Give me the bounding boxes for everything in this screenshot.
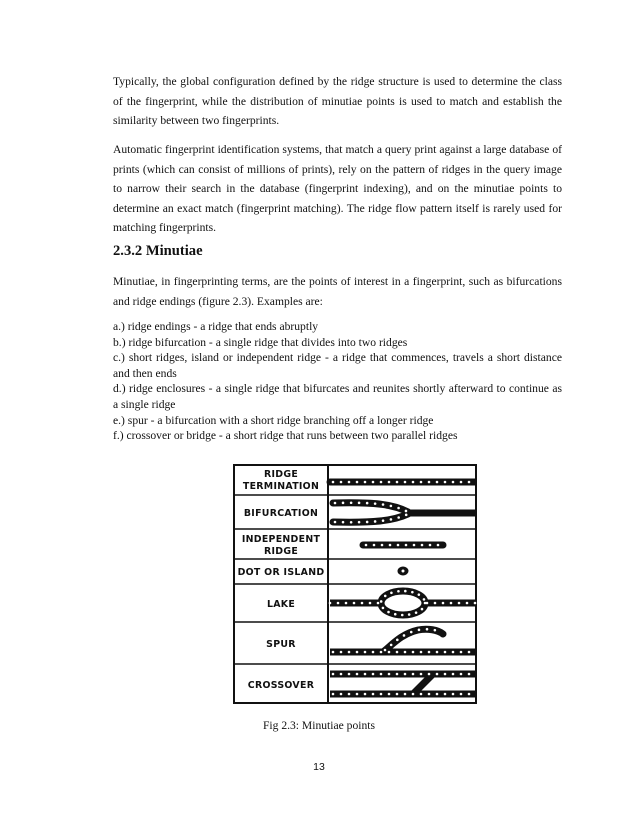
label-spur: SPUR: [266, 639, 296, 650]
lake-illustration: [330, 591, 476, 615]
minutiae-examples-list: [113, 319, 562, 444]
list-item: c.) short ridges, island or independent ridge - a ridge that commences, travels a short distance and then ends: [113, 351, 562, 380]
label-crossover: CROSSOVER: [247, 680, 315, 691]
label-lake: LAKE: [266, 599, 296, 610]
list-item: b.) ridge bifurcation - a single ridge that divides into two ridges: [113, 335, 408, 349]
list-item: a.) ridge endings - a ridge that ends abruptly: [113, 320, 319, 333]
label-ridge-termination-line1: RIDGE: [263, 469, 299, 480]
label-ridge-termination-line2: TERMINATION: [242, 481, 320, 492]
minutiae-figure: [233, 464, 477, 704]
page-number: 13: [313, 761, 325, 773]
paragraph-global-configuration: Typically, the global configuration defined by the ridge structure is used to determine the class of the fingerprint, while the distribution of minutiae points is used to match and establish the similarity between two fingerprints.: [113, 75, 562, 128]
label-dot-or-island: DOT OR ISLAND: [237, 567, 325, 578]
bifurcation-illustration: [333, 503, 476, 522]
paragraph-automatic-identification: Automatic fingerprint identification systems, that match a query print against a large database of prints (which can consist of millions of prints), rely on the pattern of ridges in the query image to narrow their search in the database (fingerprint indexing), and on the minutiae points to determine an exact match (fingerprint matching). The ridge flow pattern itself is rarely used for matching fingerprints.: [113, 143, 562, 235]
spur-illustration: [330, 629, 476, 652]
section-heading: 2.3.2 Minutiae: [113, 243, 203, 259]
dot-island-illustration: [398, 567, 409, 576]
list-item: d.) ridge enclosures - a single ridge that bifurcates and reunites shortly afterward to continue as a single ridge: [113, 382, 562, 411]
list-item: f.) crossover or bridge - a short ridge that runs between two parallel ridges: [113, 429, 458, 443]
crossover-illustration: [330, 674, 476, 694]
minutiae-diagram: [233, 464, 477, 704]
label-bifurcation: BIFURCATION: [243, 508, 319, 519]
paragraph-minutiae-definition: Minutiae, in fingerprinting terms, are the points of interest in a fingerprint, such as bifurcations and ridge endings (figure 2.3). Examples are:: [113, 275, 562, 308]
label-independent-ridge-line2: RIDGE: [263, 546, 299, 557]
list-item: e.) spur - a bifurcation with a short ridge branching off a longer ridge: [113, 413, 434, 427]
label-independent-ridge-line1: INDEPENDENT: [241, 534, 321, 545]
figure-caption: Fig 2.3: Minutiae points: [262, 719, 376, 732]
